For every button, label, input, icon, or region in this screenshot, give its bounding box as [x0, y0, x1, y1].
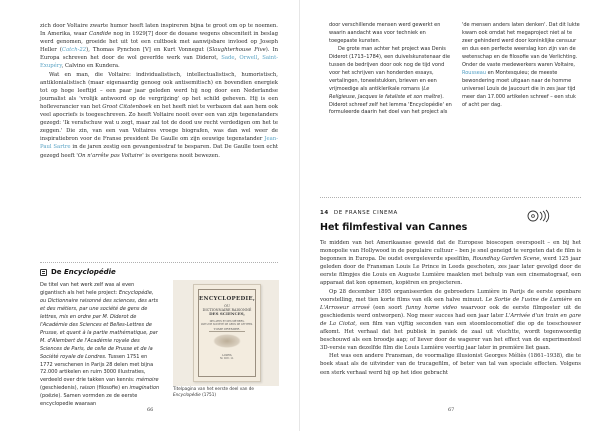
article-title: Het filmfestival van Cannes — [320, 222, 468, 233]
link-sade[interactable]: Sade — [221, 55, 235, 62]
paragraph: Wat en man, die Voltaire: individualistisch, intellectualistisch, humoristisch, antiklonialistisch (maar eigenaardig genoeg ook antisemitisch) en bovendien energiek tot op hoge leeftijd – een paar jaar geleden werd hij nog door een Nederlandse journalist als 'vrolijk antwoord op de vergrijzing' op het schild geheven. Hij is een hofleverancier van het Groot Citatenboek en het heeft niet te verbazen dat aan hem ook veel apocriefs is toegeschreven. Zo heeft Voltaire nooit over een van zijn tegenstanders gezegd: 'Ik verafschuw wat u zegt, maar zal tot de dood uw recht verdedigen om het te zeggen.' Die zin, van een van Voltaires vroege biografen, was dan wel weer de inspiratiebron voor de Franse president De Gaulle om zijn eeuwige tegenstander Jean-Paul Sartre in de jaren zestig een gevangenisstraf te besparen. Dat De Gaulle toen echt gezegd heeft 'On n'arrête pas Voltaire' is overigens nooit bewezen. — [40, 71, 278, 159]
chapter-label — [320, 210, 398, 216]
film-reel-icon — [527, 209, 551, 223]
divider — [40, 262, 278, 263]
book-icon — [40, 269, 47, 276]
paragraph: zich door Voltaire zwarte humor heeft laten inspireren bijna te groot om op te noemen. In Amerika, waar Candide nog in 1929[7] door de douane wegens obsceniteit in beslag werd genomen, groeide het uit tot een cultboek met aanwijsbare invloed op Joseph Heller (Catch-22), Thomas Pynchon [V] en Kurt Vonnegut (Slaughterhouse Five). In Europa schreven het door de wol geverfde werk van Diderot, Sade, Orwell, Saint-Exupéry, Calvino en Kundera. — [40, 23, 279, 70]
article-body — [320, 239, 581, 377]
encyclopedie-title-page-image — [173, 280, 279, 386]
paragraph: Het was een andere Fransman, de voormalige illusionist Georges Méliès (1861–1938), die te boek staat als de uitvinder van de trucagefilm, of beter van tal van speciale effecten. Volgens een sterk verhaal werd hij op het idee gebracht — [320, 353, 581, 376]
link-sartre[interactable]: Jean-Paul Sartre — [40, 136, 278, 151]
page-number-right: 67 — [448, 407, 455, 413]
ornament-icon — [213, 334, 241, 348]
link-orwell[interactable]: Orwell — [239, 55, 258, 62]
book-page: ENCYCLOPEDIE, OU DICTIONNAIRE RAISONNÉ DES SCIENCES, DES ARTS ET DES MÉTIERS, PAR UNE SOCIÉTÉ DE GENS DE LETTRES. TOME PREMIER. A PARIS, M. DCC. LI. — [193, 284, 261, 382]
main-text-block — [40, 22, 278, 160]
image-caption: Titelpagina van het eerste deel van de Encyclopédie (1751) — [173, 386, 254, 397]
box-continuation-column-2: 'de mensen anders laten denken'. Dat dit lukte kwam ook omdat het megaproject niet al te zeer gehinderd werd door koninklijke censuur en dus een perfecte weerslag kon zijn van de wetenschap en de filosofie van de Verlichting. Onder de vaste medewerkers waren Voltaire, Rousseau en Montesquieu; de meeste bewondering moet uitgaan naar de homme universel Louis de Jaucourt die in zes jaar tijd meer dan 17.000 artikelen schreef – een stuk of acht per dag. — [462, 22, 580, 108]
link-rousseau[interactable]: Rousseau — [462, 69, 486, 76]
box-continuation-column-1: door verschillende mensen werd gewerkt en waarin aandacht was voor techniek en toegepaste kunsten. De grote man achter het project was Denis Diderot (1713–1784), een duivelskunstenaar die tussen de bedrijven door ook nog de tijd vond voor het schrijven van honderden essays, vertalingen, toneelstukken, brieven en een vrijmoedige als antiklerikale romans (Le Religieuse, Jacques le fataliste et son maître). Diderot schreef zelf het lemma 'Encyclopédie' en formuleerde daarin het doel van het project als — [329, 22, 452, 116]
chapter-number: 14 — [320, 210, 329, 216]
divider — [320, 197, 581, 198]
sidebar-box-body: De titel van het werk zelf was al even gigantisch als het hele project: Encyclopédie, ou Dictionnaire raisonné des sciences, des arts et des métiers, par une société de gens de lettres, mis en ordre par M. Diderot de l'Académie des Sciences et Belles-Lettres de Prusse, et quant à la partie mathématique, par M. d'Alembert de l'Académie royale des Sciences de Paris, de celle de Prusse et de la Société royale de Londres. Tussen 1751 en 1772 verschenen in Parijs 28 delen met bijna 72.000 artikelen en ruim 3000 illustraties, verdeeld over drie takken van kennis: mémoire (geschiedenis), raison (filosofie) en imagination (poëzie). Samen vormden ze de eerste encyclopedie waaraan — [40, 282, 160, 408]
sidebar-box-header — [40, 268, 116, 276]
paragraph: Te midden van het Amerikaanse geweld dat de Europese bioscopen overspoelt – en bij het monopolie van Hollywood in de populaire cultuur – ben je snel geneigd te vergeten dat de film is begonnen in Europa. De oudst overgeleverde speelfilm, Roundhay Garden Scene, werd 125 jaar geleden door de Fransman Louis Le Prince in Leeds geschoten, zes jaar later gevolgd door de eerste filmpjes die Louis en Auguste Lumière maakten met behulp van een cinematograaf, een apparaat dat kon opnemen, kopiëren en projecteren. — [320, 240, 581, 287]
page-number-left: 66 — [147, 407, 154, 413]
link-saint-exupery[interactable]: Saint-Exupéry — [40, 55, 279, 70]
paragraph: Op 28 december 1895 organiseerden de gebroeders Lumière in Parijs de eerste openbare voorstelling, met tien korte films van elk een halve minuut. Le Sortie de l'usine de Lumière en L'Arroseur arrosé (een soort funny home video waarvoor ook de eerste filmposter uit de geschiedenis werd ontworpen). Nog meer succes had een jaar later L'Arrivée d'un train en gare de La Ciotat, een film van vijftig seconden van een stoomlocomotief die op de toeschouwer afkomt. Het verhaal dat het publiek in paniek de zaal uit vluchtte, wordt tegenwoordig beschouwd als een broodje aap; of liever door de wagerer van het effect van de experimenteel 3D-versie van dezelfde film die Louis Lumière veertig jaar later in première liet gaan. — [320, 288, 582, 352]
sidebar-box-title: De Encyclopédie — [51, 268, 116, 276]
chapter-title: DE FRANSE CINEMA — [333, 210, 398, 216]
